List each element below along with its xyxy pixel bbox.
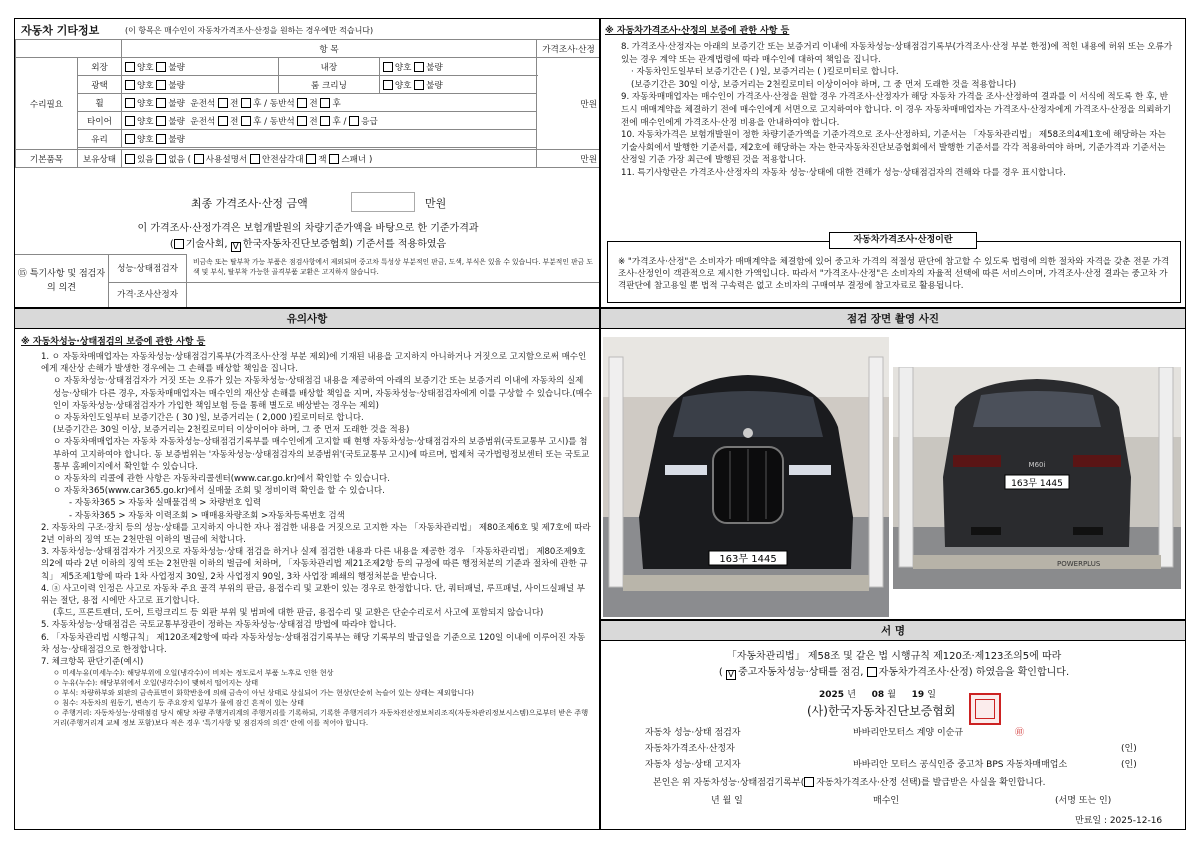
final-price-label: 최종 가격조사·산정 금액	[191, 197, 308, 210]
caution-7: 7. 체크항목 판단기준(예시)	[41, 657, 144, 668]
tire-bad-checkbox[interactable]	[156, 116, 166, 126]
manual-checkbox[interactable]	[194, 154, 204, 164]
perf-inspector-text: 비금속 또는 탈부착 가능 부품은 점검사항에서 제외되며 중고차 특성상 부분적인 판금, 도색, 부식은 있을 수 있습니다. 부분적인 판금 도색 및 부식, 탈부착 가능한 골격부품 교환은 고지하지 않습니다.	[193, 258, 593, 276]
tire-driver-front-checkbox[interactable]	[218, 116, 228, 126]
front-plate: 163무 1445	[719, 554, 777, 565]
perf-inspector-row-label: 자동차 성능·상태 점검자	[645, 728, 741, 738]
gloss-bad-checkbox[interactable]	[156, 80, 166, 90]
signature-section	[600, 620, 1186, 830]
price-header: 가격조사·산정	[537, 40, 601, 58]
basis-text: 이 가격조사·산정가격은 보험개발원의 차량기준가액을 바탕으로 한 기준가격과	[137, 223, 479, 234]
tire-passenger-rear-checkbox[interactable]	[320, 116, 330, 126]
interior-good-checkbox[interactable]	[383, 62, 393, 72]
cautions-header: 유의사항	[15, 309, 599, 329]
caution-5: 5. 자동차성능·상태점검은 국토교통부장관이 정하는 자동차성능·상태점검 방법에 따라야 합니다.	[41, 620, 397, 631]
perf-inspector-name: 바바리안모터스 계양 이순규	[853, 728, 964, 738]
price-check-checkbox[interactable]	[867, 667, 877, 677]
basis-option1-checkbox[interactable]	[174, 239, 184, 249]
tire-label: 타이어	[78, 112, 122, 130]
signature-date: 2025 년 08 월 19 일	[819, 690, 936, 700]
caution-6: 6. 「자동차관리법 시행규칙」 제120조제2항에 따라 자동차성능·상태점검기록부는 해당 기록부의 발급일을 기준으로 120일 이내에 이루어진 자동차 성능·상태점검으로 한정합니다.	[41, 632, 586, 655]
tire-driver-rear-checkbox[interactable]	[241, 116, 251, 126]
caution-1-h: - 자동차365 > 자동차 실매물검색 > 차량번호 입력	[69, 498, 262, 509]
criteria-flood: ㅇ 침수: 자동차의 원동기, 변속기 등 주요장치 일부가 물에 잠긴 흔적이 있는 상태	[53, 698, 304, 708]
price-inspector-sign: (인)	[1121, 744, 1137, 754]
cautions-section	[14, 308, 600, 830]
gloss-good-checkbox[interactable]	[125, 80, 135, 90]
price-def-title: 자동차가격조사·산정이란	[829, 232, 977, 249]
photos-section	[600, 308, 1186, 620]
wheel-driver-front-checkbox[interactable]	[218, 98, 228, 108]
wheel-good-checkbox[interactable]	[125, 98, 135, 108]
criteria-mileage: ㅇ 주행거리: 자동차성능·상태점검 당시 해당 차량 주행거리계의 주행거리를 기록하되, 기록한 주행거리가 자동차전산정보처리조직(자동차관리정보시스템)으로부터 받은 주행거리(주행거리계 교체 정보 포함)보다 적은 경우 '특기사항 및 점검자의 의견' 란에 이를 적어야 합니다.	[53, 708, 589, 728]
basis-option2-checkbox[interactable]: V	[232, 242, 239, 252]
caution-1-g: ㅇ 자동차365(www.car365.go.kr)에서 실매물 조회 및 정비이력 확인을 할 수 있습니다.	[53, 486, 385, 497]
vehicle-info-title: 자동차 기타정보	[21, 24, 100, 37]
perf-check-checkbox[interactable]: V	[727, 670, 735, 680]
final-price-input[interactable]	[351, 192, 415, 212]
lift-brand: POWERPLUS	[1057, 560, 1101, 568]
interior-label: 내장	[279, 58, 380, 76]
vehicle-info-table: 항 목 가격조사·산정 수리필요 외장 양호 불량 내장 양호 불량 만원 광택 양호 불량 룸 크리닝 양호 불량 휠 양호 불량 운전석 전 후 / 동반석 전 후 타이어 양호 불량 운전석 전 후 / 동반석 전 후 / 응급 유리 양호 불량 기본품목 보유상태 있음 없음 ( 사용설명서 안전삼각대 잭 스패너 ) 만원	[15, 39, 600, 168]
signature-law-text: 「자동차관리법」 제58조 및 같은 법 시행규칙 제120조·제123조의5에 따라	[726, 651, 1062, 662]
interior-bad-checkbox[interactable]	[414, 62, 424, 72]
guarantee-list	[621, 41, 1173, 180]
tire-good-checkbox[interactable]	[125, 116, 135, 126]
signature-rows	[645, 725, 1175, 773]
guarantee-section	[600, 18, 1186, 308]
has-checkbox[interactable]	[125, 154, 135, 164]
caution-1-i: - 자동차365 > 자동차 이력조회 > 매매용차량조회 >자동차등록번호 검색	[69, 510, 345, 521]
receipt-date: 년 월 일	[711, 796, 743, 806]
price-def-box: ※ "가격조사·산정"은 소비자가 매매계약을 체결함에 있어 중고차 가격의 적절성 판단에 참고할 수 있도록 법령에 의한 절차와 자격을 갖춘 전문 가격조사·산정인이 객관적으로 제시한 가액입니다. 따라서 "가격조사·산정"은 소비자의 자율적 선택에 따른 서비스이며, 가격조사·산정 결과는 중고차 가격판단에 참고용일 뿐 법적 구속력은 없고 소비자의 구매여부 결정에 참고자료로 활용됩니다.	[607, 241, 1181, 303]
wheel-passenger-front-checkbox[interactable]	[297, 98, 307, 108]
vehicle-info-note: (이 항목은 매수인이 자동차가격조사·산정을 원하는 경우에만 적습니다)	[125, 26, 374, 35]
exterior-bad-checkbox[interactable]	[156, 62, 166, 72]
caution-1-e: ㅇ 자동차매매업자는 자동차 자동차성능·상태점검기록부를 매수인에게 고지할 때 현행 자동차성능·상태점검자의 보증범위(국토교통부 고시)를 첨부하여 고지하여야 합니다. 동 보증범위는 '자동차성능·상태점검자의 보증범위'(국토교통부 고시)에 따르며, 법제처 국가법령정보센터 또는 국토교통부 홈페이지에서 확인할 수 있습니다.	[53, 437, 590, 472]
price-inspector-row-label: 자동차가격조사·산정자	[645, 744, 735, 754]
buyer-label: 매수인	[873, 796, 900, 806]
guarantee-item-10: 10. 자동차가격은 보험개발원이 정한 차량기준가액을 기준가격으로 조사·산정하되, 기준서는 「자동차관리법」 제58조의4제1호에 해당하는 자는 기술사회에서 발행한 기준서를, 제2호에 해당하는 자는 한국자동차진단보증협회에서 발행한 기준서를 각각 적용하여야 하며, 기준가격과 기준서는 산정일 기준 가장 최근에 발행된 것을 적용합니다.	[621, 130, 1166, 166]
glass-label: 유리	[78, 130, 122, 148]
wheel-passenger-rear-checkbox[interactable]	[320, 98, 330, 108]
criteria-oil-leak: ㅇ 누유(누수): 해당부위에서 오일(냉각수)이 맺혀서 떨어지는 상태	[53, 678, 259, 688]
room-bad-checkbox[interactable]	[414, 80, 424, 90]
notifier-name: 바바리안 모터스 공식인증 중고차 BPS 자동차매매업소	[853, 760, 1068, 770]
caution-4: 4. ⓐ 사고이력 인정은 사고로 자동차 주요 골격 부위의 판금, 용접수리 및 교환이 있는 경우로 한정합니다. 단, 쿼터패널, 루프패널, 사이드실패널 부위는 절단, 용접 시에만 사고로 표기합니다.	[41, 583, 585, 607]
guarantee-item-period: · 자동차인도일부터 보증기간은 ( )일, 보증거리는 ( )킬로미터로 합니다.	[631, 67, 899, 78]
rear-plate: 163무 1445	[1011, 479, 1063, 489]
org-seal	[969, 693, 1001, 725]
glass-good-checkbox[interactable]	[125, 134, 135, 144]
caution-2: 2. 자동차의 구조·장치 등의 성능·상태를 고지하지 아니한 자나 점검한 내용을 거짓으로 고지한 자는 「자동차관리법」 제80조제6호 및 제7호에 따라 2년 이하의 징역 또는 2천만원 이하의 벌금에 처합니다.	[41, 522, 591, 546]
cautions-list	[41, 351, 593, 728]
spanner-checkbox[interactable]	[329, 154, 339, 164]
exterior-label: 외장	[78, 58, 122, 76]
item-header: 항 목	[122, 40, 537, 58]
signature-header: 서 명	[601, 621, 1185, 641]
front-photo	[603, 337, 889, 617]
receipt-checkbox[interactable]	[804, 777, 814, 787]
wheel-label: 휠	[78, 94, 122, 112]
photos-header: 점검 장면 촬영 사진	[601, 309, 1185, 329]
notifier-sign: (인)	[1121, 760, 1137, 770]
room-good-checkbox[interactable]	[383, 80, 393, 90]
perf-inspector-seal: ㊞	[1015, 728, 1025, 738]
wheel-bad-checkbox[interactable]	[156, 98, 166, 108]
glass-bad-checkbox[interactable]	[156, 134, 166, 144]
final-price-unit: 만원	[425, 197, 447, 210]
caution-1-d: (보증기간은 30일 이상, 보증거리는 2천킬로미터 이상이어야 하며, 그 중 먼저 도래한 것을 적용)	[53, 425, 410, 436]
caution-4-b: (후드, 프론트펜더, 도어, 트렁크리드 등 외판 부위 및 범퍼에 대한 판금, 용접수리 및 교환은 단순수리로서 사고에 포함되지 않습니다)	[53, 608, 544, 619]
jack-checkbox[interactable]	[306, 154, 316, 164]
expiry-date: 만료일 : 2025-12-16	[1075, 816, 1163, 826]
guarantee-item-note: (보증기간은 30일 이상, 보증거리는 2천킬로미터 이상이어야 하며, 그 중 먼저 도래한 것을 적용합니다)	[631, 79, 1017, 90]
basis-options: ( 기술사회, V 한국자동차진단보증협회) 기준서를 적용하였음	[169, 239, 447, 252]
criteria-corrosion: ㅇ 부식: 차량하부와 외판의 금속표면이 화학반응에 의해 금속이 아닌 상태로 상실되어 가는 현상(단순히 녹슬어 있는 상태는 제외합니다)	[53, 688, 474, 698]
price-inspector-label: 가격·조사산정자	[109, 282, 187, 308]
special-notes-label: ⑮ 특기사항 및 점검자의 의견	[15, 254, 109, 308]
basic-items-label: 기본품목	[16, 150, 78, 168]
guarantee-title: ※ 자동차가격조사·산정의 보증에 관한 사항 등	[605, 26, 790, 36]
repair-label: 수리필요	[16, 58, 78, 150]
signature-org: (사)한국자동차진단보증협회	[807, 704, 956, 718]
caution-1: 1. ㅇ 자동차매매업자는 자동차성능·상태점검기록부(가격조사·산정 부분 제외)에 기재된 내용을 고지하지 아니하거나 거짓으로 고지함으로써 매수인에게 재산상 손해가 발생한 경우에는 그 손해를 배상할 책임을 집니다.	[41, 352, 587, 375]
guarantee-item-8: 8. 가격조사·산정자는 아래의 보증기간 또는 보증거리 이내에 자동차성능·상태점검기록부(가격조사·산정 부분 한정)에 적힌 내용에 허위 또는 오류가 있는 경우 계약 또는 관계법령에 따라 매수인에 대하여 책임을 집니다.	[621, 42, 1173, 65]
signature-confirm-text: ( V 중고자동차성능·상태를 점검, 자동차가격조사·산정) 하였음을 확인합니다.	[718, 667, 1070, 680]
guarantee-item-9: 9. 자동차매매업자는 매수인이 가격조사·산정을 원할 경우 가격조사·산정자가 해당 자동차 가격을 조사·산정하여 결과를 이 서식에 적도록 한 후, 반드시 매매계약을 체결하기 전에 매수인에게 서면으로 고지하여야 합니다. 이 경우 자동차매매업자는 가격조사·산정자에게 가격조사·산정을 의뢰하기 전에 매수인에게 가격조사·산정 비용을 안내하여야 합니다.	[621, 92, 1172, 128]
exterior-good-checkbox[interactable]	[125, 62, 135, 72]
owned-label: 보유상태	[78, 150, 122, 168]
caution-1-f: ㅇ 자동차의 리콜에 관한 사항은 자동차리콜센터(www.car.go.kr)에서 확인할 수 있습니다.	[53, 474, 390, 485]
rear-photo	[893, 367, 1181, 589]
tire-spare-checkbox[interactable]	[349, 116, 359, 126]
caution-1-c: ㅇ 자동차인도일부터 보증기간은 ( 30 )일, 보증거리는 ( 2,000 )킬로미터로 합니다.	[53, 413, 364, 424]
guarantee-item-11: 11. 특기사항란은 가격조사·산정자의 자동차 성능·상태에 대한 견해가 성능·상태점검자의 견해와 다를 경우 표시합니다.	[621, 167, 1066, 178]
wheel-driver-rear-checkbox[interactable]	[241, 98, 251, 108]
basic-price-unit: 만원	[537, 150, 601, 168]
caution-3: 3. 자동차성능·상태점검자가 거짓으로 자동차성능·상태 점검을 하거나 실제 점검한 내용과 다른 내용을 제공한 경우 「자동차관리법」 제80조제9호의2에 따라 2년 이하의 징역 또는 2천만원 이하의 벌금에 처하며, 「자동차관리법 제21조제2항 등의 규정에 따른 행정처분의 기준과 절차에 관한 규칙」 제5조제1항에 따라 1차 사업정지 30일, 2차 사업정지 90일, 3차 사업장 폐쇄의 행정처분을 받습니다.	[41, 547, 588, 582]
none-checkbox[interactable]	[156, 154, 166, 164]
cautions-title: ※ 자동차성능·상태점검의 보증에 관한 사항 등	[21, 337, 206, 347]
buyer-sign: (서명 또는 인)	[1055, 796, 1112, 806]
tire-passenger-front-checkbox[interactable]	[297, 116, 307, 126]
gloss-label: 광택	[78, 76, 122, 94]
vehicle-info-section	[14, 18, 600, 308]
model-badge: M60i	[1028, 461, 1046, 469]
caution-1-b: ㅇ 자동차성능·상태점검자가 거짓 또는 오류가 있는 자동차성능·상태점검 내용을 제공하여 아래의 보증기간 또는 보증거리 이내에 자동차의 실제 성능·상태가 다른 경우, 자동차매매업자는 매수인의 재산상 손해를 배상할 책임을 지며, 자동차성능·상태점검자에게 이를 구상할 수 있습니다.(매수인이 자동차성능·상태점검자가 가입한 책임보험 등을 통해 별도로 배상받는 경우는 제외)	[53, 376, 593, 411]
receipt-text: 본인은 위 자동차성능·상태점검기록부( 자동차가격조사·산정 선택)를 발급받은 사실을 확인합니다.	[653, 778, 1046, 788]
perf-inspector-label: 성능·상태점검자	[109, 254, 187, 282]
notifier-row-label: 자동차 성능·상태 고지자	[645, 760, 741, 770]
repair-price-unit: 만원	[537, 58, 601, 150]
room-cleaning-label: 룸 크리닝	[279, 76, 380, 94]
triangle-checkbox[interactable]	[250, 154, 260, 164]
criteria-oil-seep: ㅇ 미세누유(미세누수): 해당부위에 오일(냉각수)이 비치는 정도로서 부품 노후로 인한 현상	[53, 668, 334, 678]
